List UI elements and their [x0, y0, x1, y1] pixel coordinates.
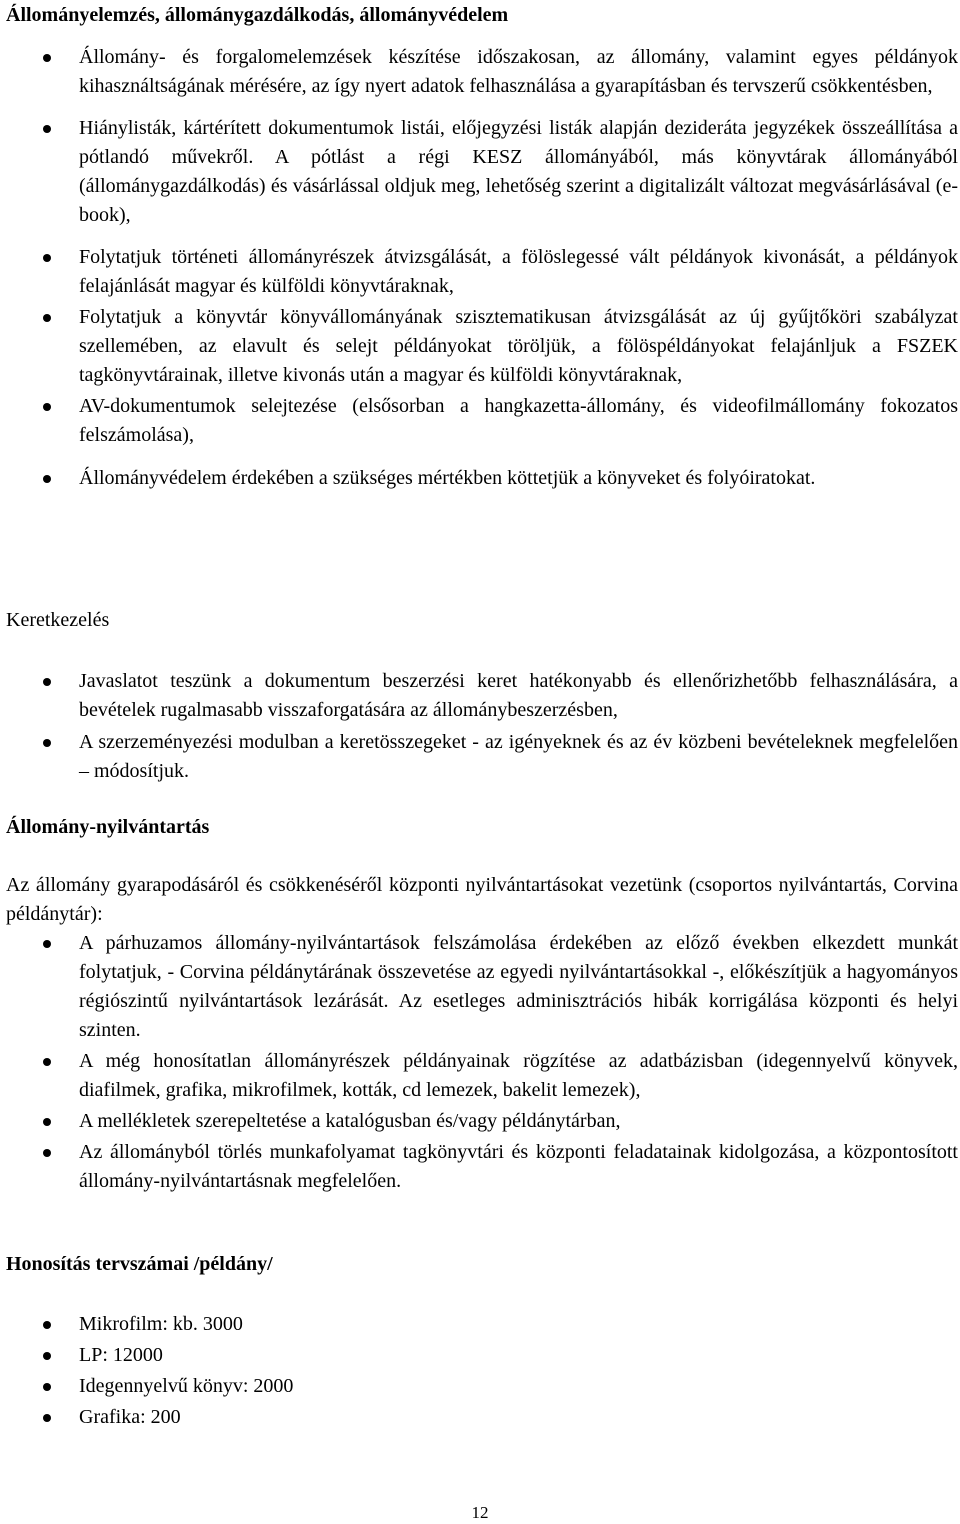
list-item: Hiánylisták, kártérített dokumentumok listái, előjegyzési listák alapján dezideráta jegyzékek összeállítása a pótlandó művekről. A pótlást a régi KESZ állományából, más könyvtárak állományából (állománygazdálkodás) és vásárlással oldjuk meg, lehetőség szerint a digitalizált változat megvásárlásával (e-book), — [6, 114, 958, 230]
list-item: Grafika: 200 — [6, 1403, 958, 1432]
list-item: AV-dokumentumok selejtezése (elsősorban a hangkazetta-állomány, és videofilmállomány fokozatos felszámolása), — [6, 392, 958, 450]
bullet-list — [6, 667, 958, 786]
list-item: A szerzeményezési modulban a keretösszegeket - az igényeknek és az év közbeni bevételeknek megfelelően – módosítjuk. — [6, 728, 958, 786]
section-heading: Állomány-nyilvántartás — [6, 816, 210, 838]
intro-paragraph: Az állomány gyarapodásáról és csökkenéséről központi nyilvántartásokat vezetünk (csoportos nyilvántartás, Corvina példánytár): — [6, 874, 958, 925]
section-allomanyelemzes — [6, 1, 958, 30]
list-item: Idegennyelvű könyv: 2000 — [6, 1372, 958, 1401]
section-heading: Keretkezelés — [6, 609, 110, 631]
list-item: A még honosítatlan állományrészek példányainak rögzítése az adatbázisban (idegennyelvű könyvek, diafilmek, grafika, mikrofilmek, kották, cd lemezek, bakelit lemezek), — [6, 1047, 958, 1105]
list-item: Állományvédelem érdekében a szükséges mértékben köttetjük a könyveket és folyóiratokat. — [6, 464, 958, 493]
section-allomany-nyilvantartas — [6, 813, 958, 842]
list-item: Javaslatot teszünk a dokumentum beszerzési keret hatékonyabb és ellenőrizhetőbb felhasználására, a bevételek rugalmasabb visszaforgatására az állománybeszerzésben, — [6, 667, 958, 725]
list-item: A párhuzamos állomány-nyilvántartások felszámolása érdekében az előző években elkezdett munkát folytatjuk, - Corvina példánytárának összevetése az egyedi nyilvántartásokkal -, előkészítjük a hagyományos régiószintű nyilvántartások lezárását. Az esetleges adminisztrációs hibák korrigálása központi és helyi szinten. — [6, 929, 958, 1045]
list-item: Mikrofilm: kb. 3000 — [6, 1310, 958, 1339]
bullet-list — [6, 43, 958, 493]
section-honositas — [6, 1250, 958, 1279]
list-item: A mellékletek szerepeltetése a katalógusban és/vagy példánytárban, — [6, 1107, 958, 1136]
section-heading: Honosítás tervszámai /példány/ — [6, 1253, 273, 1275]
list-item: LP: 12000 — [6, 1341, 958, 1370]
section-intro — [6, 871, 958, 929]
list-item: Folytatjuk a könyvtár könyvállományának szisztematikusan átvizsgálását az új gyűjtőköri szabályzat szellemében, az elavult és selejt példányokat töröljük, a fölöspéldányokat felajánljuk a FSZEK tagkönyvtárainak, illetve kivonás után a magyar és külföldi könyvtáraknak, — [6, 303, 958, 390]
bullet-list — [6, 929, 958, 1196]
list-item: Folytatjuk történeti állományrészek átvizsgálását, a fölöslegessé vált példányok kivonását, a példányok felajánlását magyar és külföldi könyvtáraknak, — [6, 243, 958, 301]
section-keretkezeles — [6, 606, 958, 635]
bullet-list — [6, 1310, 958, 1432]
list-item: Állomány- és forgalomelemzések készítése időszakosan, az állomány, valamint egyes példányok kihasználtságának mérésére, az így nyert adatok felhasználása a gyarapításban és tervszerű csökkentésben, — [6, 43, 958, 101]
section-heading: Állományelemzés, állománygazdálkodás, állományvédelem — [6, 4, 509, 26]
list-item: Az állományból törlés munkafolyamat tagkönyvtári és központi feladatainak kidolgozása, a központosított állomány-nyilvántartásnak megfelelően. — [6, 1138, 958, 1196]
page-number: 12 — [471, 1503, 489, 1522]
